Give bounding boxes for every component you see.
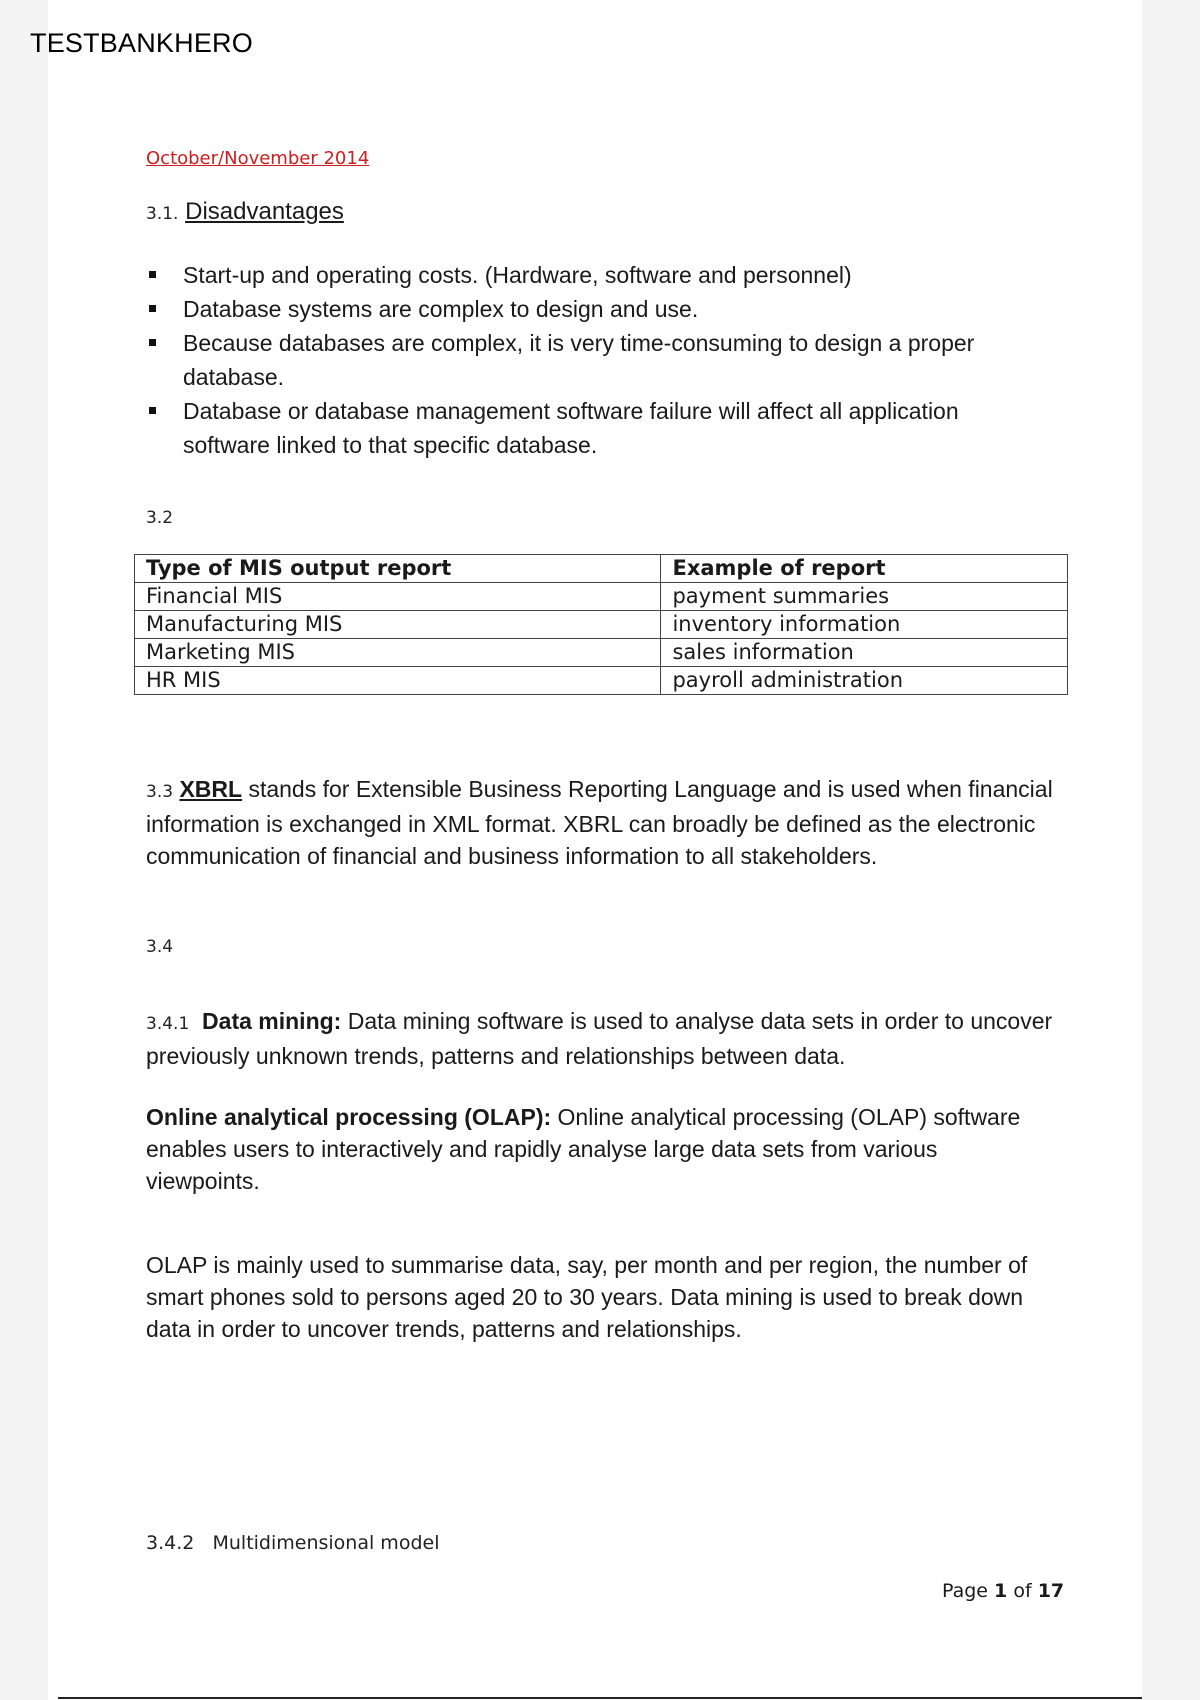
table-cell: Marketing MIS <box>135 639 661 667</box>
mis-report-table <box>134 554 1068 695</box>
table-cell: payroll administration <box>661 667 1068 695</box>
table-cell: payment summaries <box>661 583 1068 611</box>
paragraph-3-3-number: 3.3 <box>146 782 174 802</box>
table-row <box>135 667 1068 695</box>
table-header-cell: Example of report <box>661 555 1068 583</box>
heading-3-4-2-number: 3.4.2 <box>146 1532 195 1554</box>
heading-3-4-2 <box>146 1532 439 1554</box>
page-number <box>942 1580 1064 1602</box>
heading-3-2: 3.2 <box>146 508 174 528</box>
paragraph-3-4-1 <box>146 1005 1056 1072</box>
paragraph-3-3-text: stands for Extensible Business Reporting Language and is used when financial information is exchanged in XML format. XBRL can broadly be defined as the electronic communication of financial and business information to all stakeholders. <box>146 776 1053 869</box>
list-item: Because databases are complex, it is very time-consuming to design a proper database. <box>146 326 1046 394</box>
list-item: Database or database management software failure will affect all application software linked to that specific database. <box>146 394 1046 462</box>
table-row <box>135 583 1068 611</box>
olap-term: Online analytical processing (OLAP): <box>146 1104 552 1130</box>
paragraph-3-4-1-text: Data mining software is used to analyse data sets in order to uncover previously unknown trends, patterns and relationships between data. <box>146 1008 1053 1069</box>
table-row <box>135 611 1068 639</box>
table-header-cell: Type of MIS output report <box>135 555 661 583</box>
paragraph-3-4-1-number: 3.4.1 <box>146 1014 190 1034</box>
table-cell: HR MIS <box>135 667 661 695</box>
heading-3-1-number: 3.1. <box>146 204 179 224</box>
heading-3-1 <box>146 198 344 226</box>
page-current: 1 <box>994 1580 1008 1602</box>
table-header-row <box>135 555 1068 583</box>
list-item: Database systems are complex to design and use. <box>146 292 1046 326</box>
table-cell: Manufacturing MIS <box>135 611 661 639</box>
footer-rule <box>58 1697 1142 1699</box>
xbrl-term: XBRL <box>179 776 243 802</box>
disadvantages-list <box>146 258 1046 462</box>
heading-3-4: 3.4 <box>146 937 174 957</box>
data-mining-term: Data mining: <box>202 1008 342 1034</box>
table-row <box>135 639 1068 667</box>
heading-3-4-2-title: Multidimensional model <box>212 1532 440 1554</box>
page-of-label: of <box>1013 1580 1032 1602</box>
table-cell: Financial MIS <box>135 583 661 611</box>
section-date-heading: October/November 2014 <box>146 148 370 169</box>
paragraph-olap-text: Online analytical processing (OLAP) software enables users to interactively and rapidly analyse large data sets from various viewpoints. <box>146 1104 1021 1194</box>
heading-3-1-title: Disadvantages <box>185 198 344 225</box>
watermark-text: TESTBANKHERO <box>30 28 253 58</box>
paragraph-3-3 <box>146 773 1056 872</box>
paragraph-olap <box>146 1101 1056 1197</box>
table-cell: sales information <box>661 639 1068 667</box>
paragraph-olap-comparison: OLAP is mainly used to summarise data, say, per month and per region, the number of smart phones sold to persons aged 20 to 30 years. Data mining is used to break down data in order to uncover trends, patterns and relationships. <box>146 1252 1028 1342</box>
page-total: 17 <box>1037 1580 1065 1602</box>
page-label: Page <box>942 1580 988 1602</box>
list-item: Start-up and operating costs. (Hardware, software and personnel) <box>146 258 1046 292</box>
table-cell: inventory information <box>661 611 1068 639</box>
